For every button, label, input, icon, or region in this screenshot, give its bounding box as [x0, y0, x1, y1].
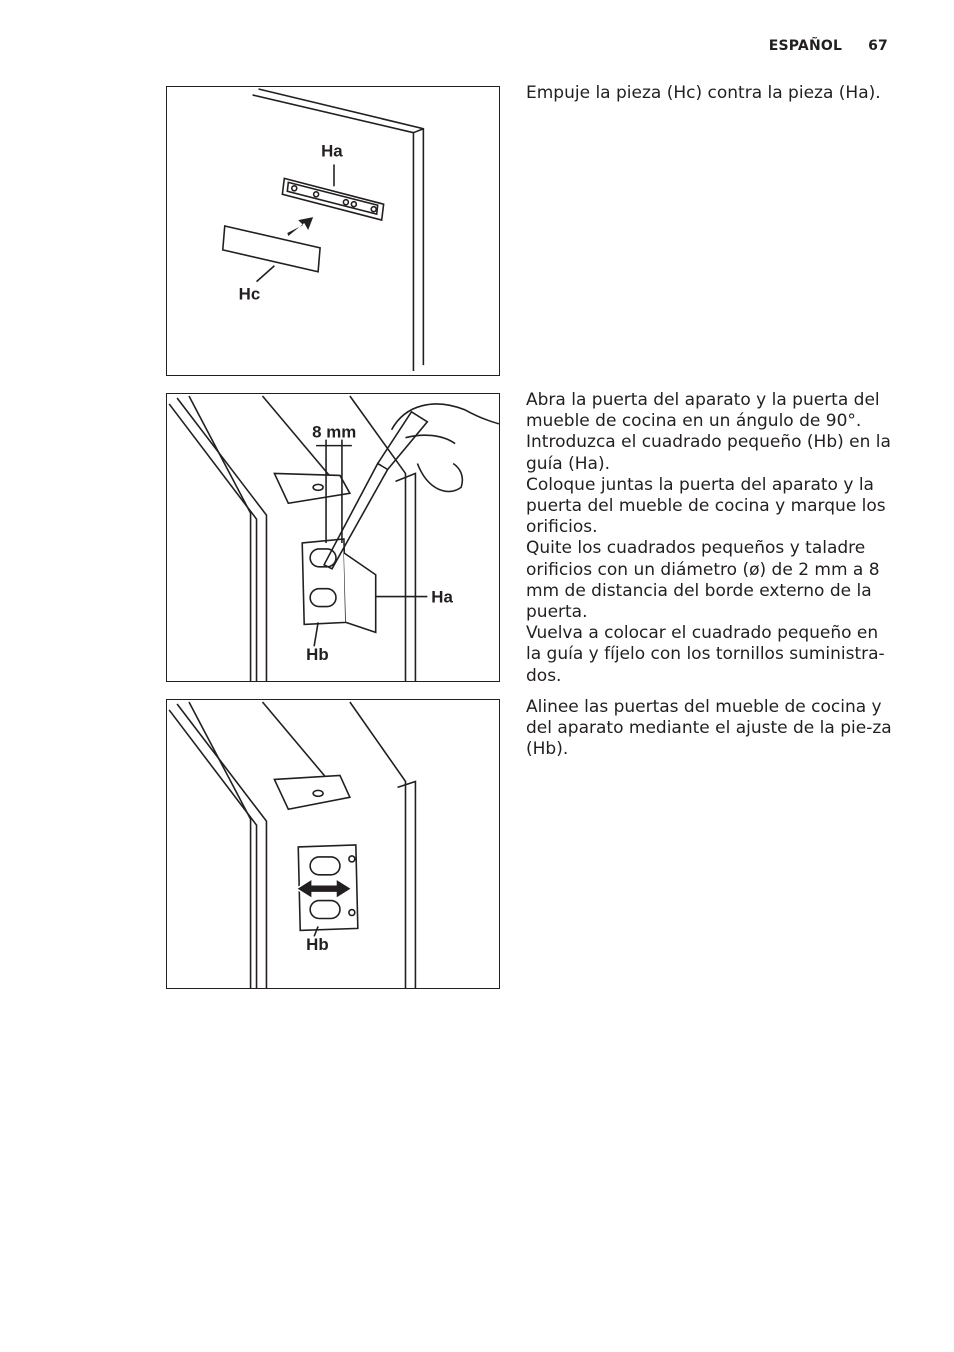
illustration-hinge-marking [167, 394, 499, 681]
paragraph: Empuje la pieza (Hc) contra la pieza (Ha). [526, 83, 881, 103]
paragraph: Quite los cuadrados pequeños y taladre orificios con un diámetro (ø) de 2 mm a 8 mm de distancia del borde externo de la puerta. [526, 538, 880, 623]
page-header [769, 38, 888, 54]
illustration-door-panel [167, 87, 499, 375]
paragraph: Vuelva a colocar el cuadrado pequeño en la guía y fíjelo con los tornillos suministra-dos. [526, 623, 885, 686]
figure-drill-holes [166, 393, 500, 682]
illustration-hinge-adjust [167, 700, 499, 988]
label-dimension-8mm: 8 mm [312, 422, 357, 442]
step-3-text [526, 697, 892, 761]
step-1-text [526, 83, 892, 104]
label-hc: Hc [238, 284, 261, 304]
figure-push-hc-against-ha [166, 86, 500, 376]
paragraph: Coloque juntas la puerta del aparato y la puerta del mueble de cocina y marque los orificios. [526, 474, 886, 538]
label-ha: Ha [431, 587, 453, 607]
label-hb: Hb [306, 935, 329, 955]
label-ha: Ha [321, 141, 343, 161]
figure-align-doors [166, 699, 500, 989]
label-hb: Hb [306, 645, 329, 665]
paragraph: Alinee las puertas del mueble de cocina y del aparato mediante el ajuste de la pie-za (Hb). [526, 697, 892, 760]
paragraph: Abra la puerta del aparato y la puerta del mueble de cocina en un ángulo de 90°. Introduzca el cuadrado pequeño (Hb) en la guía (Ha). [526, 390, 891, 474]
step-2-text [526, 390, 892, 687]
section-title: ESPAÑOL [768, 38, 843, 54]
page-number: 67 [868, 38, 888, 54]
